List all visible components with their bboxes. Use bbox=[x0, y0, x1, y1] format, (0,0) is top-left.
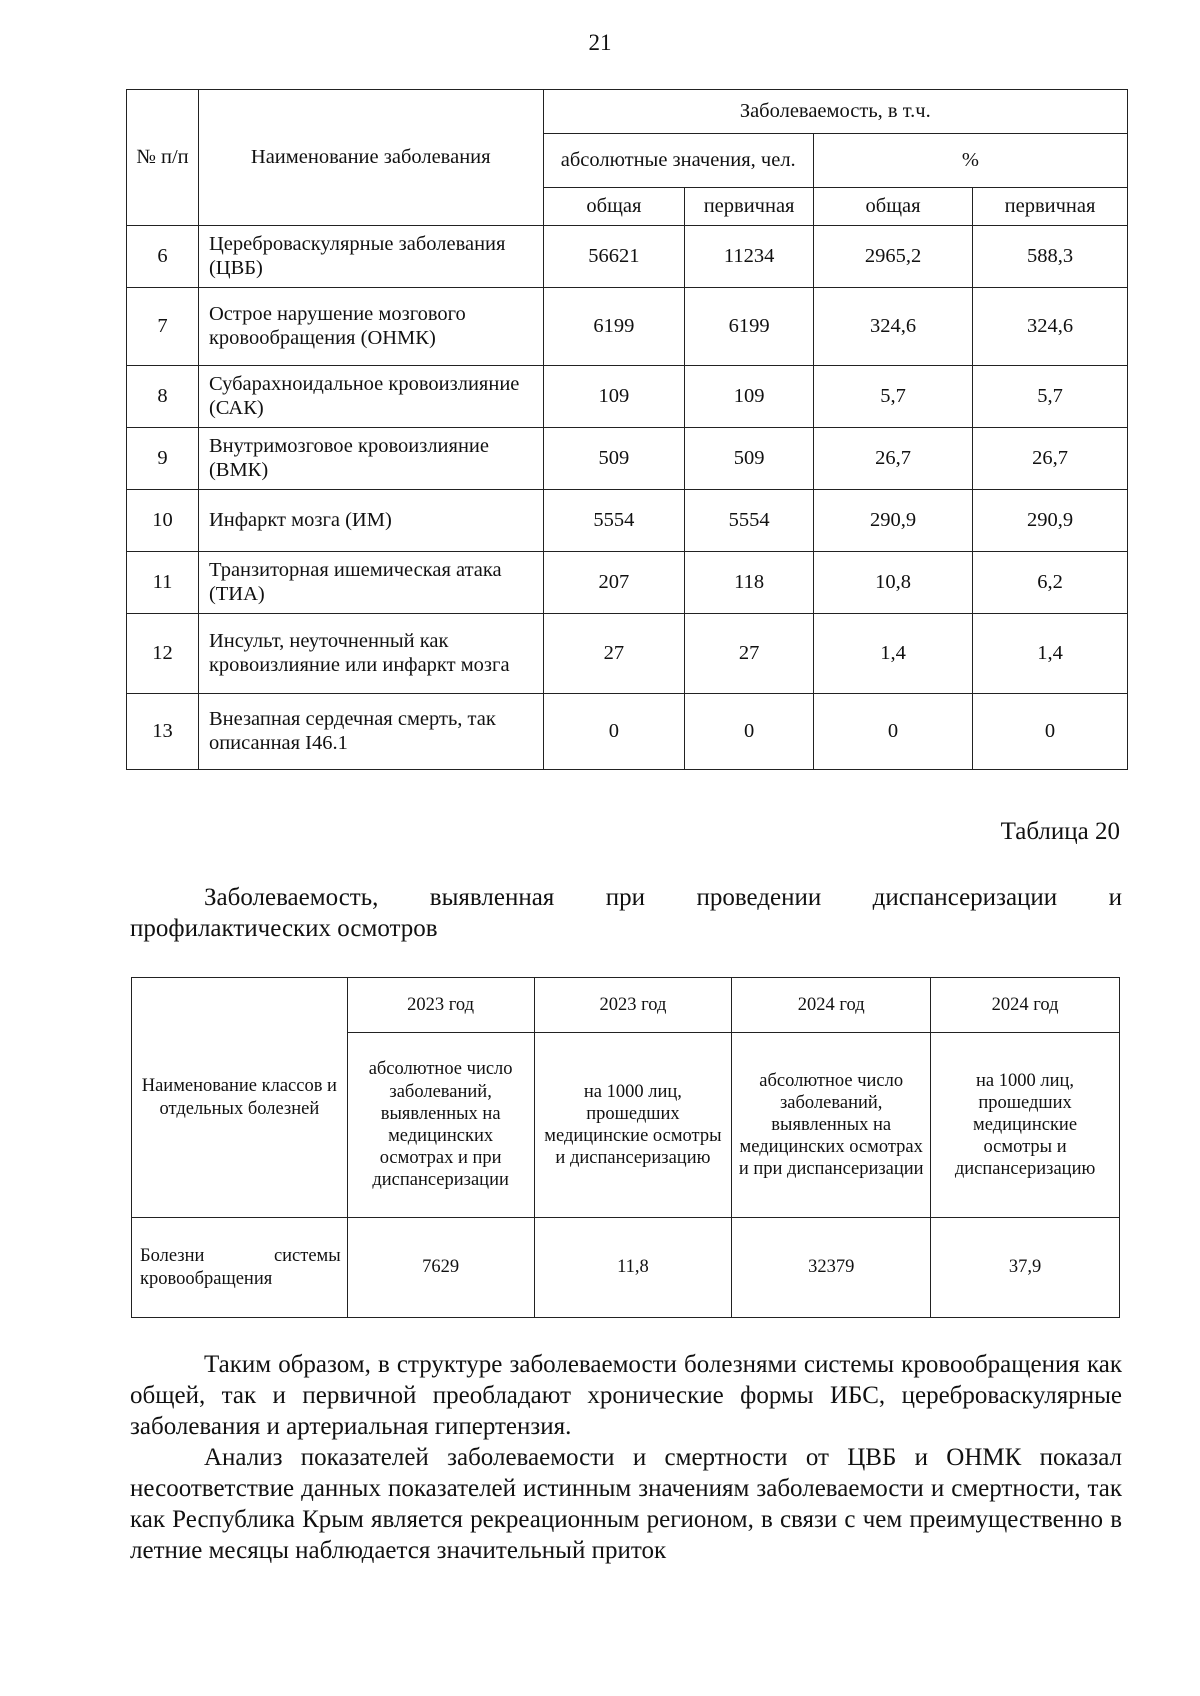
row-pct-primary: 290,9 bbox=[973, 490, 1128, 552]
header-year: 2023 год bbox=[534, 978, 732, 1033]
row-abs-primary: 109 bbox=[685, 366, 814, 428]
row-value: 37,9 bbox=[931, 1218, 1120, 1318]
header-subheader: на 1000 лиц, прошедших медицинские осмотры и диспансеризацию bbox=[534, 1033, 732, 1218]
row-abs-primary: 0 bbox=[685, 694, 814, 770]
table-row bbox=[127, 552, 1128, 614]
row-abs-general: 0 bbox=[543, 694, 685, 770]
header-year: 2024 год bbox=[732, 978, 931, 1033]
row-abs-general: 56621 bbox=[543, 226, 685, 288]
row-num: 8 bbox=[127, 366, 199, 428]
row-class-name: Болезни системы кровообращения bbox=[132, 1218, 348, 1318]
row-pct-general: 5,7 bbox=[813, 366, 972, 428]
header-percent: % bbox=[813, 134, 1127, 188]
row-disease-name: Инфаркт мозга (ИМ) bbox=[198, 490, 543, 552]
row-abs-primary: 11234 bbox=[685, 226, 814, 288]
body-text bbox=[130, 1349, 1122, 1566]
table-row bbox=[127, 226, 1128, 288]
screening-table bbox=[131, 977, 1120, 1318]
table-row bbox=[127, 694, 1128, 770]
row-pct-primary: 0 bbox=[973, 694, 1128, 770]
row-disease-name: Внезапная сердечная смерть, так описанная I46.1 bbox=[198, 694, 543, 770]
table-row bbox=[127, 428, 1128, 490]
row-pct-primary: 26,7 bbox=[973, 428, 1128, 490]
row-pct-general: 10,8 bbox=[813, 552, 972, 614]
row-abs-general: 509 bbox=[543, 428, 685, 490]
row-abs-primary: 118 bbox=[685, 552, 814, 614]
table-row bbox=[132, 1218, 1120, 1318]
table-row bbox=[127, 366, 1128, 428]
table-title-line1: Заболеваемость, выявленная при проведении диспансеризации и bbox=[204, 884, 1122, 911]
row-disease-name: Транзиторная ишемическая атака (ТИА) bbox=[198, 552, 543, 614]
row-pct-general: 324,6 bbox=[813, 288, 972, 366]
row-value: 32379 bbox=[732, 1218, 931, 1318]
row-abs-general: 6199 bbox=[543, 288, 685, 366]
page-number: 21 bbox=[588, 30, 612, 55]
row-disease-name: Инсульт, неуточненный как кровоизлияние или инфаркт мозга bbox=[198, 614, 543, 694]
row-abs-general: 109 bbox=[543, 366, 685, 428]
row-value: 7629 bbox=[347, 1218, 534, 1318]
row-num: 9 bbox=[127, 428, 199, 490]
row-num: 10 bbox=[127, 490, 199, 552]
header-absolute: абсолютные значения, чел. bbox=[543, 134, 813, 188]
table-caption: Таблица 20 bbox=[1000, 818, 1120, 845]
row-pct-general: 2965,2 bbox=[813, 226, 972, 288]
row-disease-name: Внутримозговое кровоизлияние (ВМК) bbox=[198, 428, 543, 490]
row-abs-primary: 27 bbox=[685, 614, 814, 694]
row-num: 11 bbox=[127, 552, 199, 614]
header-year: 2024 год bbox=[931, 978, 1120, 1033]
row-pct-general: 26,7 bbox=[813, 428, 972, 490]
row-pct-general: 0 bbox=[813, 694, 972, 770]
header-abs-primary: первичная bbox=[685, 188, 814, 226]
table-title bbox=[130, 882, 1122, 944]
row-abs-primary: 6199 bbox=[685, 288, 814, 366]
row-num: 12 bbox=[127, 614, 199, 694]
header-subheader: абсолютное число заболеваний, выявленных на медицинских осмотрах и при диспансеризации bbox=[347, 1033, 534, 1218]
row-abs-general: 5554 bbox=[543, 490, 685, 552]
header-num: № п/п bbox=[127, 90, 199, 226]
row-pct-primary: 6,2 bbox=[973, 552, 1128, 614]
header-incidence: Заболеваемость, в т.ч. bbox=[543, 90, 1127, 134]
row-disease-name: Цереброваскулярные заболевания (ЦВБ) bbox=[198, 226, 543, 288]
row-abs-primary: 509 bbox=[685, 428, 814, 490]
header-pct-general: общая bbox=[813, 188, 972, 226]
row-pct-primary: 5,7 bbox=[973, 366, 1128, 428]
header-pct-primary: первичная bbox=[973, 188, 1128, 226]
row-pct-general: 290,9 bbox=[813, 490, 972, 552]
row-num: 6 bbox=[127, 226, 199, 288]
paragraph: Таким образом, в структуре заболеваемости болезнями системы кровообращения как общей, так и первичной преобладают хронические формы ИБС, цереброваскулярные заболевания и артериальная гипертензия. bbox=[130, 1351, 1122, 1440]
header-abs-general: общая bbox=[543, 188, 685, 226]
row-disease-name: Острое нарушение мозгового кровообращения (ОНМК) bbox=[198, 288, 543, 366]
table-row bbox=[127, 614, 1128, 694]
row-pct-primary: 324,6 bbox=[973, 288, 1128, 366]
header-subheader: абсолютное число заболеваний, выявленных на медицинских осмотрах и при диспансеризации bbox=[732, 1033, 931, 1218]
header-year: 2023 год bbox=[347, 978, 534, 1033]
header-class-name: Наименование классов и отдельных болезней bbox=[132, 978, 348, 1218]
row-abs-general: 27 bbox=[543, 614, 685, 694]
row-disease-name: Субарахноидальное кровоизлияние (САК) bbox=[198, 366, 543, 428]
incidence-table bbox=[126, 89, 1128, 770]
row-pct-primary: 1,4 bbox=[973, 614, 1128, 694]
row-abs-primary: 5554 bbox=[685, 490, 814, 552]
header-disease-name: Наименование заболевания bbox=[198, 90, 543, 226]
table-title-line2: профилактических осмотров bbox=[130, 915, 438, 942]
row-abs-general: 207 bbox=[543, 552, 685, 614]
row-pct-general: 1,4 bbox=[813, 614, 972, 694]
row-num: 7 bbox=[127, 288, 199, 366]
table-row bbox=[127, 288, 1128, 366]
row-pct-primary: 588,3 bbox=[973, 226, 1128, 288]
header-subheader: на 1000 лиц, прошедших медицинские осмотры и диспансеризацию bbox=[931, 1033, 1120, 1218]
row-num: 13 bbox=[127, 694, 199, 770]
paragraph: Анализ показателей заболеваемости и смертности от ЦВБ и ОНМК показал несоответствие данных показателей истинным значениям заболеваемости и смертности, так как Республика Крым является рекреационным регионом, в связи с чем преимущественно в летние месяцы наблюдается значительный приток bbox=[130, 1444, 1122, 1564]
row-value: 11,8 bbox=[534, 1218, 732, 1318]
table-row bbox=[127, 490, 1128, 552]
